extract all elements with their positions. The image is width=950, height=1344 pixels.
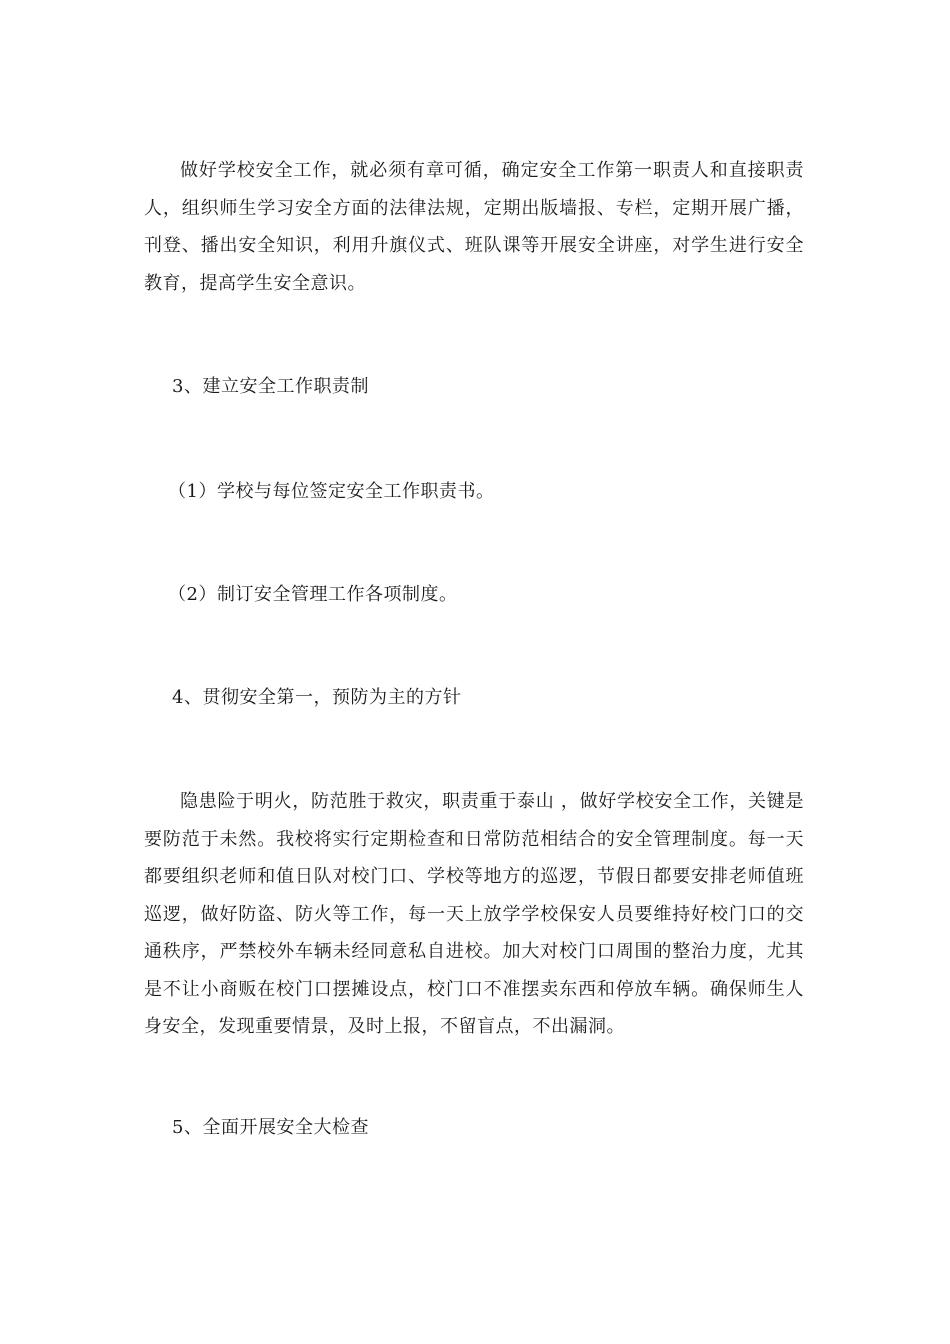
list-item: （1）学校与每位签定安全工作职责书。 bbox=[168, 481, 495, 502]
section-heading: 5、全面开展安全大检查 bbox=[172, 1117, 369, 1138]
body-paragraph: 做好学校安全工作，就必须有章可循，确定安全工作第一职责人和直接职责人，组织师生学习安全方面的法律法规，定期出版墙报、专栏，定期开展广播，刊登、播出安全知识，利用升旗仪式、班队课等开展安全讲座，对学生进行安全教育，提高学生安全意识。 bbox=[144, 160, 804, 294]
section-heading: 3、建立安全工作职责制 bbox=[172, 376, 369, 397]
body-paragraph: 隐患险于明火，防范胜于救灾，职责重于泰山 ，做好学校安全工作，关键是要防范于未然。我校将实行定期检查和日常防范相结合的安全管理制度。每一天都要组织老师和值日队对校门口、学校等地方的巡逻，节假日都要安排老师值班巡逻，做好防盗、防火等工作，每一天上放学学校保安人员要维持好校门口的交通秩序，严禁校外车辆未经同意私自进校。加大对校门口周围的整治力度，尤其是不让小商贩在校门口摆摊设点，校门口不准摆卖东西和停放车辆。确保师生人身安全，发现重要情景，及时上报，不留盲点，不出漏洞。 bbox=[144, 791, 804, 1037]
list-item: （2）制订安全管理工作各项制度。 bbox=[168, 584, 458, 605]
section-heading: 4、贯彻安全第一，预防为主的方针 bbox=[172, 687, 462, 708]
